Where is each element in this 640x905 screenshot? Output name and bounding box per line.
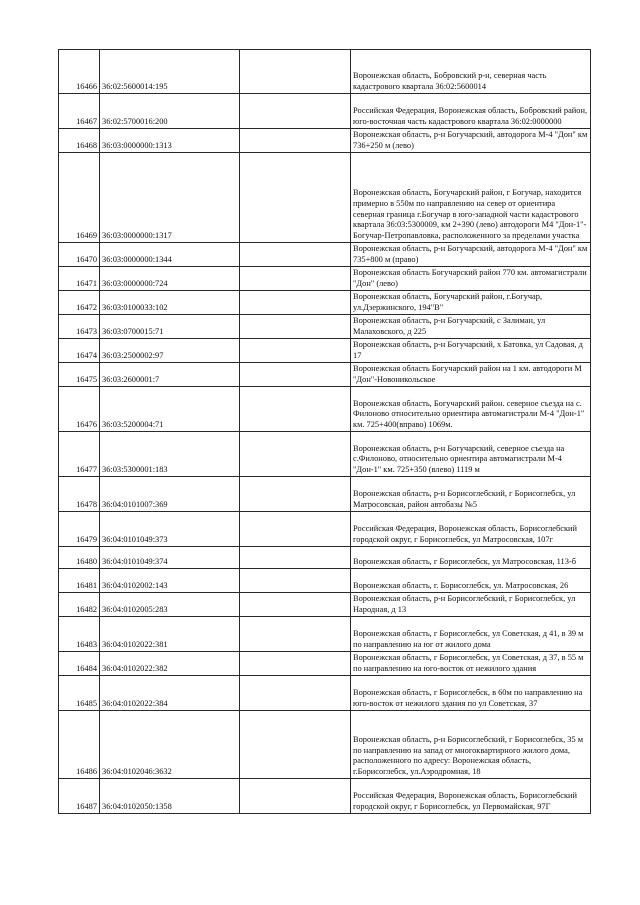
cadastral-number: 36:03:0000000:1344 (100, 243, 240, 267)
empty-cell (240, 50, 351, 94)
empty-cell (240, 387, 351, 432)
cadastral-number: 36:04:0102002:143 (100, 569, 240, 593)
row-number: 16467 (59, 94, 100, 129)
cadastral-number: 36:04:0102050:1358 (100, 779, 240, 814)
table-row (59, 593, 591, 617)
row-number: 16480 (59, 547, 100, 569)
cadastral-number: 36:04:0102022:381 (100, 617, 240, 652)
empty-cell (240, 153, 351, 243)
empty-cell (240, 94, 351, 129)
table-row (59, 291, 591, 315)
cadastral-number: 36:03:5200004:71 (100, 387, 240, 432)
empty-cell (240, 477, 351, 512)
cadastral-number: 36:04:0102022:384 (100, 676, 240, 711)
registry-table-body (59, 50, 591, 814)
address-cell: Воронежская область, г Борисоглебск, ул Советская, д 37, в 55 м по направлению на юго-восток от нежилого здания (351, 652, 591, 676)
address-cell: Воронежская область, р-н Богучарский, с Залиман, ул Малаховского, д 225 (351, 315, 591, 339)
cadastral-number: 36:04:0102005:283 (100, 593, 240, 617)
address-cell: Российская Федерация, Воронежская область, Бобровский район, юго-восточная часть кадастрового квартала 36:02:0000000 (351, 94, 591, 129)
table-row (59, 315, 591, 339)
row-number: 16471 (59, 267, 100, 291)
empty-cell (240, 291, 351, 315)
row-number: 16472 (59, 291, 100, 315)
address-cell: Воронежская область, р-н Борисоглебский, г Борисоглебск, ул Народная, д 13 (351, 593, 591, 617)
empty-cell (240, 617, 351, 652)
address-cell: Воронежская область, р-н Богучарский, автодорога М-4 "Дон" км 735+800 м (право) (351, 243, 591, 267)
table-row (59, 652, 591, 676)
row-number: 16474 (59, 339, 100, 363)
table-row (59, 129, 591, 153)
empty-cell (240, 512, 351, 547)
empty-cell (240, 593, 351, 617)
cadastral-number: 36:02:5600014:195 (100, 50, 240, 94)
empty-cell (240, 363, 351, 387)
empty-cell (240, 652, 351, 676)
empty-cell (240, 267, 351, 291)
cadastral-number: 36:03:0700015:71 (100, 315, 240, 339)
cadastral-number: 36:04:0102046:3632 (100, 711, 240, 779)
empty-cell (240, 432, 351, 477)
row-number: 16476 (59, 387, 100, 432)
table-row (59, 432, 591, 477)
table-row (59, 676, 591, 711)
table-row (59, 477, 591, 512)
empty-cell (240, 676, 351, 711)
row-number: 16486 (59, 711, 100, 779)
address-cell: Воронежская область Богучарский район 770 км. автомагистрали "Дон" (лево) (351, 267, 591, 291)
address-cell: Воронежская область, г Борисоглебск, ул Советская, д 41, в 39 м по направлению на юг от жилого дома (351, 617, 591, 652)
row-number: 16475 (59, 363, 100, 387)
table-row (59, 617, 591, 652)
table-row (59, 779, 591, 814)
table-row (59, 243, 591, 267)
empty-cell (240, 315, 351, 339)
row-number: 16482 (59, 593, 100, 617)
row-number: 16470 (59, 243, 100, 267)
empty-cell (240, 339, 351, 363)
address-cell: Воронежская область, Богучарский район. северное съезда на с. Филоново относительно ориентира автомагистрали М-4 "Дон-1" км. 725+400(вправо) 1069м. (351, 387, 591, 432)
address-cell: Воронежская область, р-н Богучарский, северное съезда на с.Филоново, относительно ориентира автомагистрали М-4 "Дон-1" км. 725+350 (влево) 1119 м (351, 432, 591, 477)
address-cell: Воронежская область, р-н Борисоглебский, г Борисоглебск, ул Матросовская, район автобазы №5 (351, 477, 591, 512)
empty-cell (240, 547, 351, 569)
cadastral-number: 36:04:0102022:382 (100, 652, 240, 676)
row-number: 16484 (59, 652, 100, 676)
address-cell: Воронежская область, г. Борисоглебск, ул. Матросовская, 26 (351, 569, 591, 593)
row-number: 16487 (59, 779, 100, 814)
cadastral-number: 36:03:0000000:1317 (100, 153, 240, 243)
table-row (59, 547, 591, 569)
row-number: 16473 (59, 315, 100, 339)
table-row (59, 387, 591, 432)
row-number: 16485 (59, 676, 100, 711)
row-number: 16481 (59, 569, 100, 593)
table-row (59, 363, 591, 387)
address-cell: Воронежская область, Бобровский р-н, северная часть кадастрового квартала 36:02:5600014 (351, 50, 591, 94)
cadastral-number: 36:03:0000000:724 (100, 267, 240, 291)
address-cell: Воронежская область, Богучарский район, г Богучар, находится примерно в 550м по направлению на север от ориентира северная граница г.Богучар в юго-западной части кадастрового квартала 36:03:5300009, км 2+390 (лево) автодороги М4 "Дон-1"-Богучар-Петропавловка, расположенного за пределами участка (351, 153, 591, 243)
row-number: 16466 (59, 50, 100, 94)
address-cell: Воронежская область, р-н Богучарский, автодорога М-4 "Дон" км 736+250 м (лево) (351, 129, 591, 153)
cadastral-number: 36:03:0000000:1313 (100, 129, 240, 153)
table-row (59, 569, 591, 593)
row-number: 16469 (59, 153, 100, 243)
registry-table (58, 49, 591, 814)
table-row (59, 711, 591, 779)
row-number: 16483 (59, 617, 100, 652)
address-cell: Воронежская область Богучарский район на 1 км. автодороги М "Дон"-Новоникольское (351, 363, 591, 387)
cadastral-number: 36:03:0100033:102 (100, 291, 240, 315)
table-row (59, 94, 591, 129)
address-cell: Российская Федерация, Воронежская область, Борисоглебский городской округ, г Борисоглебск, ул Первомайская, 97Г (351, 779, 591, 814)
empty-cell (240, 129, 351, 153)
address-cell: Воронежская область, р-н Борисоглебский, г Борисоглебск, 35 м по направлению на запад от многоквартирного жилого дома, расположенного по адресу: Воронежская область, г.Борисоглебск, ул.Аэродромная, 18 (351, 711, 591, 779)
empty-cell (240, 779, 351, 814)
empty-cell (240, 569, 351, 593)
cadastral-number: 36:02:5700016:200 (100, 94, 240, 129)
row-number: 16477 (59, 432, 100, 477)
address-cell: Российская Федерация, Воронежская область, Борисоглебский городской округ, г Борисоглебск, ул Матросовская, 107г (351, 512, 591, 547)
cadastral-number: 36:04:0101049:374 (100, 547, 240, 569)
cadastral-number: 36:04:0101007:369 (100, 477, 240, 512)
empty-cell (240, 711, 351, 779)
empty-cell (240, 243, 351, 267)
address-cell: Воронежская область, г Борисоглебск, в 60м по направлению на юго-восток от нежилого здания по ул Советская, 37 (351, 676, 591, 711)
table-row (59, 512, 591, 547)
address-cell: Воронежская область, р-н Богучарский, х Батовка, ул Садовая, д 17 (351, 339, 591, 363)
cadastral-number: 36:03:5300001:183 (100, 432, 240, 477)
address-cell: Воронежская область, Богучарский район, г.Богучар, ул.Дзержинского, 194"В" (351, 291, 591, 315)
row-number: 16478 (59, 477, 100, 512)
table-row (59, 50, 591, 94)
cadastral-number: 36:03:2600001:7 (100, 363, 240, 387)
row-number: 16468 (59, 129, 100, 153)
cadastral-number: 36:03:2500002:97 (100, 339, 240, 363)
table-row (59, 267, 591, 291)
address-cell: Воронежская область, г Борисоглебск, ул Матросовская, 113-б (351, 547, 591, 569)
cadastral-number: 36:04:0101049:373 (100, 512, 240, 547)
table-row (59, 339, 591, 363)
table-row (59, 153, 591, 243)
row-number: 16479 (59, 512, 100, 547)
